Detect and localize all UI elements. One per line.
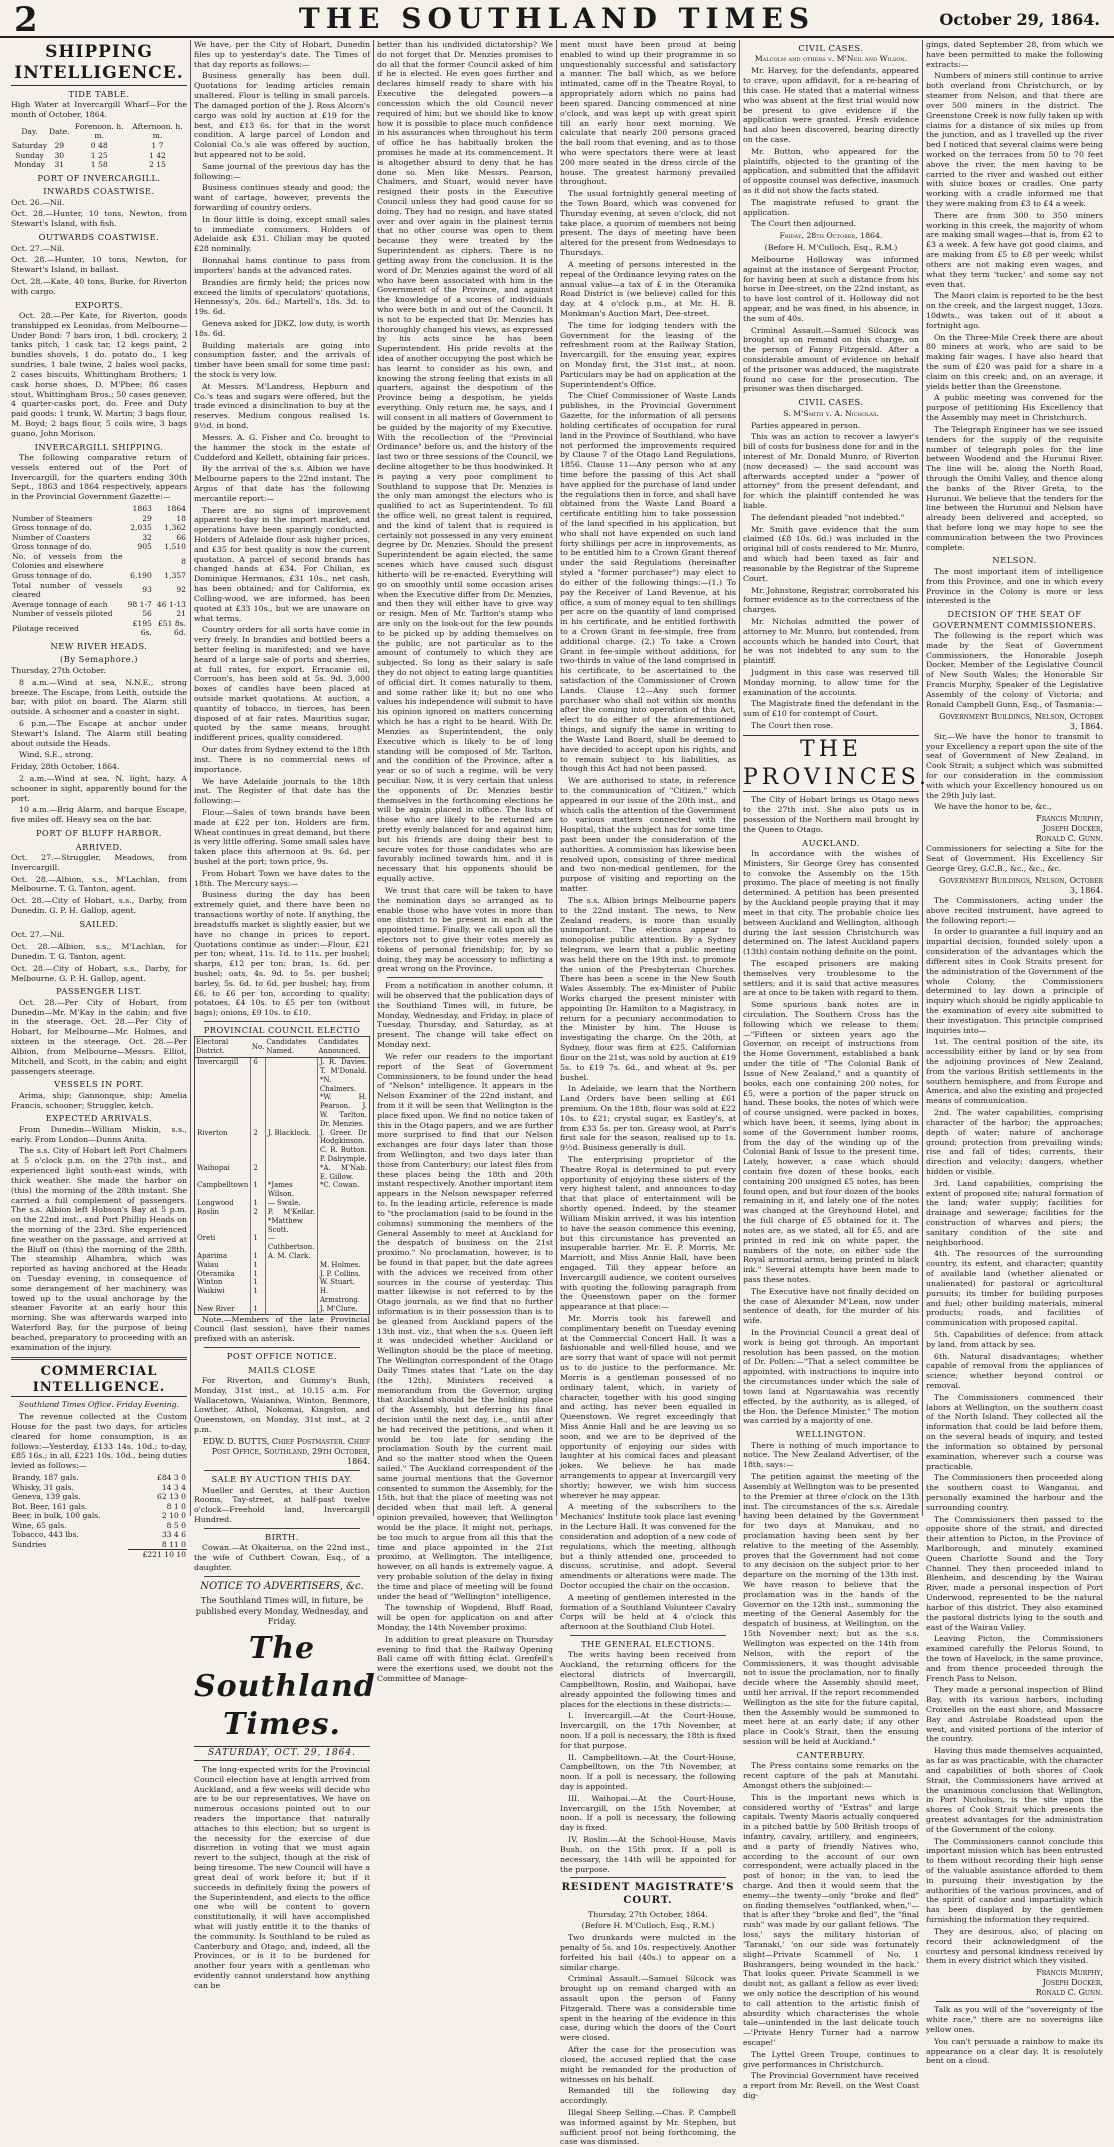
signature: Ronald C. Gunn. bbox=[1035, 1988, 1103, 1998]
notice-text: The Southland Times will, in future, be published every Monday, Wednesday, and Friday. bbox=[195, 1595, 369, 1626]
general-elections-heading: THE GENERAL ELECTIONS. bbox=[581, 1639, 715, 1649]
masthead-bar bbox=[0, 0, 1114, 38]
sailed-heading: SAILED. bbox=[79, 918, 119, 929]
list-item: Oct. 28.—Kate, 40 tons, Burke, for Riverton with cargo. bbox=[11, 276, 187, 296]
divider bbox=[204, 1528, 360, 1529]
table-row: Pilotage received £195 6s. £51 8s. 6d. bbox=[12, 618, 186, 638]
table-row: New River 1 J. M'Clure. bbox=[195, 1305, 370, 1314]
table-row: Average tonnage of each 98 1-7 46 1-13 bbox=[12, 599, 186, 609]
table-row: Beer, in bulk, 100 gals. 2 10 0 bbox=[12, 1511, 186, 1521]
issue-dateline: October 29, 1864. bbox=[939, 10, 1100, 29]
table-row: Saturday 29 0 48 1 7 bbox=[12, 141, 164, 151]
expected-arrivals-heading: EXPECTED ARRIVALS. bbox=[45, 1113, 153, 1124]
passenger-list: Oct. 28.—Per City of Hobart, from Dunedin—Mr. M'Kay in the cabin; and five in the steerage. Oct. 28.—Per City of Hobart, for Melbourne—Mr. Holmes, and sixteen in the steerage. Oct. 28.—Per Albion, from Melbourne—Messrs. Elliot, Mitchell, and Scott, in the cabin; and eight passengers steerage. bbox=[11, 997, 187, 1076]
newspaper-masthead: THE SOUTHLAND TIMES bbox=[298, 2, 816, 35]
canterbury-heading: CANTERBURY. bbox=[796, 1749, 866, 1760]
filler-quip: Talk as you will of the "sovereignty of the white race," there are no sovereigns like yellow ones. bbox=[926, 2005, 1103, 2035]
magistrates-court-heading: RESIDENT MAGISTRATE'S COURT. bbox=[561, 1882, 735, 1906]
table-row: Whisky, 31 gals. 14 3 4 bbox=[12, 1482, 186, 1492]
table-row: Number of Coasters 32 66 bbox=[12, 532, 186, 542]
column-5: CIVIL CASES. Malcolm and others v. M'Neil and Wilson. Mr. Harvey, for the defendants, appeared to crave, upon affidavit, for a re-hearing of this case. He stated that a material witness who was absent at the first trial would now be present to give evidence if the application were granted. Fresh evidence had also been discovered, bearing directly on the case. Mr. Button, who appeared for the plaintiffs, objected to the granting of the application, and submitted that the affidavit of opposite counsel was defective, inasmuch as it did not show the facts stated. The magistrate refused to grant the application. The Court then adjourned. Friday, 28th October, 1864. (Before H. M'Culloch, Esq., R.M.) Melbourne Holloway was informed against at the instance of Sergeant Proctor, for having been at such a distance from his horse in Dee-street, on the 22nd instant, as to have lost control of it. Holloway did not appear, and he was fined, in his absence, in the sum of 40s. Criminal Assault.—Samuel Silcock was brought up on remand on this charge, on the person of Fanny Fitzgerald. After a considerable amount of evidence on behalf of the prisoner was adduced, the magistrate found no case for the prosecution. The prisoner was then discharged. CIVIL CASES. S. M'Smith v. A. Nicholas. Parties appeared in person. This was an action to recover a lawyer's bill of costs for business done for and in the interest of Mr. Donald Munro, of Riverton (now deceased) — the said account was afterwards accepted under a "power of attorney" from the present defendant, and for which the plaintiff contended he was liable. The defendant pleaded "not indebted." Mr. Smith gave evidence that the sum claimed (£8 10s. 6d.) was included in the original bill of costs rendered to Mr. Munro, and which had been taxed as fair and reasonable by the Registrar of the Supreme Court. Mr. Johnstone, Registrar, corroborated his former evidence as to the correctness of the charges. Mr. Nicholas admitted the power of attorney to Mr. Munro, but contended, from accounts which he handed into Court, that he was not indebted to any sum to the plaintiff. Judgment in this case was reserved till Monday morning, to allow time for the examination of the accounts. The Magistrate fined the defendant in the sum of £10 for contempt of Court. The Court then rose. THE PROVINCES. The City of Hobart brings us Otago news to the 27th inst. She also puts us in possession of the Northern mail brought by the Queen to Otago. AUCKLAND. In accordance with the wishes of Ministers, Sir George Grey has consented to convoke the Assembly on the 15th proximo. The place of meeting is not finally determined. A petition has been presented by the Auckland people praying that it may meet in that city. The probable choice lies between Auckland and Wellington, although during the last session Christchurch was determined on. The latest Auckland papers (13th) contain nothing definite on the point. The escaped prisoners are making themselves very troublesome to the settlers; and it is said that active measures are at once to be taken with regard to them. Some spurious bank notes are in circulation. The Southern Cross has the following which we release to them:—"Fifteen or sixteen years ago the Governor, on receipt of instructions from the Home Government, established a bank under the title of "The Colonial Bank of Issue of New Zealand," and a quantity of books, each one containing 200 notes, for £5, were a portion of the paper struck on hand. These books, the notes of which were of course unsigned, were packed in boxes, which have been, it seems, lying about in some of the Government lumber rooms, from the day of the winding up of the Colonial Bank of Issue to the present time. Lately, however, a case which should contain five dozen of these books, each containing 200 unsigned £5 notes, has been found open, and but four dozen of the books remaining in it, and lately one of the notes was changed at the Greyhound Hotel, and the full charge of £5 obtained for it. The notes are, as we stated, all for £5, and are printed in red ink on white paper, the numbers of the note, on either side the Royal armorial arms, being printed in black ink." Several attempts have been made to pass these notes. The Executive have not finally decided on the case of Alexander M'Lean, now under sentence of death, for the murder of his wife. In the Provincial Council a great deal of work is being got through. An important resolution has been passed, on the motion of Dr. Pollen:—"That a select committee be appointed, with instructions to inquire into the circumstances under which the sale of town land at Ngaruawahia was recently effected, by the authority, as is alleged, of the Hon. the Defence Minister." The motion was carried by a majority of one. WELLINGTON. There is nothing of much importance to notice. The New Zealand Advertiser, of the 18th, says:— The petition against the meeting of the Assembly at Wellington was to be presented to the Premier at three o'clock on the 13th inst. The circumstances of the s.s. Airedale having been detained by the Government for two days at Manukau, and no proclamation having been sent by her relative to the meeting of the Assembly, proves that the Government had not come to any decision on the subject prior to her departure on the morning of the 13th inst. We have reason to believe that the proclamation was in the hands of the Governor on the 12th inst., summoning the meeting of the General Assembly for the despatch of business, at Wellington, on the 15th November next; but as the s.s. Wellington was expected on the 14th from Nelson, with the report of the Commissioners, it was thought advisable not to issue the proclamation, nor to finally decide where the Assembly should meet, until her arrival. If the report recommended Wellington as the site for the future capital, then the Assembly would be summoned to meet here at an early date; if any other place in Cook's Strait, then the ensuing session will be held at Auckland." CANTERBURY. The Press contains some remarks on the recent capture of the pah at Manutahi. Amongst others the subjoined:— This is the important news which is considered worthy of "Extras" and large capitals. Twenty Maoris actually conquered in a pitched battle by 500 British troops of infantry, cavalry, artillery, and engineers, and a party of friendly Natives who, according to the account of our own correspondent, were actually placed in the post of honor; in the van, to lead the charge. And then it would seem that the enemy—the twenty—only "broke and fled" on finding themselves "outflanked, when,"—that is after they "broke and fled", the "final rush" was made by our gallant fellows. 'The loss,' says the military historian of 'Taranaki,' 'on our side was fortunately slight—Private Scammell of No. 1 Bushrangers, being wounded in the back.' That looks queer. Private Scammell is we doubt not, as gallant a fellow as ever lived; we only notice the description of his wound to call attention to the artistic finish of absurdity which characterises the whole tale—unintended in the last delicate touch —'Private Henry Turner had a narrow escape!' The Lyttel Green Troupe, continues to give performances in Christchurch. The Provincial Government have received a report from Mr. Revell, on the West Coast dig- bbox=[740, 40, 923, 1516]
tide-table-heading: TIDE TABLE. bbox=[68, 88, 130, 99]
table-row: Sundries 8 11 0 bbox=[12, 1539, 186, 1550]
table-row: Waihopai 2 *A. M'Nab. E. Gillow. bbox=[195, 1164, 370, 1182]
table-row: Monday 31 1 58 2 15 bbox=[14, 160, 166, 170]
auction-heading: SALE BY AUCTION THIS DAY. bbox=[211, 1474, 353, 1485]
vessels-in-port-heading: VESSELS IN PORT. bbox=[54, 1079, 144, 1090]
notice-heading: NOTICE TO ADVERTISERS, &c. bbox=[200, 1580, 364, 1592]
shipping-stats-table: 1863 1864 Number of Steamers 29 18 Gross tonnage of do. 2,035 1,362 Number of Coasters 32 66 Gross tonnage of do. 905 1,510 No. of vessels from the Colonies and elsewhere 8 Gross tonnage of do. 6,190 1,357 Total number of vessels cleared 93 92 Average tonnage of each 98 1-7 46 1-13 Number of vessels piloted 56 21 Pilotage received £195 6s. £51 8s. 6d. bbox=[12, 504, 186, 638]
tide-table: Day. Date. Forenoon. h. m. Afternoon. h. m. Saturday 29 0 48 1 7 Sunday 30 1 25 1 42 Monday 31 1 58 2 15 bbox=[11, 122, 187, 170]
election-table: Electoral District. No. Candidates Named. Candidates Announced. Invercargill 6 J. R. Davies. T. M'Donald. *N. Chalmers. *W. H. Pearson. J. W. Tarlton. Dr. Menzies. Riverton 2 J. Blacklock. J. Greer. Dr Hodgkinson. C. R. Button. P. Dalrymple. Waihopai 2 *A. M'Nab. E. Gillow. Campbelltown 1 *James Wilson. *C. Cowan. Longwood 1 — Swale. Roslin 2 P. M'Kellar. *Matthew Scott. Oreti 1 — Cuthbertson. Aparima 1 A. M. Clark. Waiau 1 M. Holmes. Oteramika 1 J. P. Collins. Winton 1 W. Stuart. Waikiwi 1 H. Armstrong. New River 1 J. M'Clure. bbox=[194, 1036, 370, 1314]
table-row: Total number of vessels cleared 93 92 bbox=[12, 580, 186, 600]
outwards-heading: OUTWARDS COASTWISE. bbox=[38, 232, 160, 243]
list-item: Oct. 27.—Nil. bbox=[11, 243, 65, 253]
invercargill-shipping-text: The following comparative return of vessels entered out of the Port of Invercargill, for the quarters ending 30th Sept., 1863 and 1864 respectively, appears in the Provincial Government Gazette:— bbox=[11, 453, 187, 502]
exports-heading: EXPORTS. bbox=[74, 299, 123, 310]
table-row: Gross tonnage of do. 6,190 1,357 bbox=[12, 571, 186, 581]
table-row: Gross tonnage of do. 905 1,510 bbox=[12, 542, 186, 552]
election-note: Note.—Members of the late Provincial Council (last session), have their names prefixed with an asterisk. bbox=[194, 1314, 370, 1344]
table-row: Geneva, 139 gals. 62 13 0 bbox=[12, 1492, 186, 1502]
divider bbox=[204, 1470, 360, 1471]
table-row: Sunday 30 1 25 1 42 bbox=[15, 150, 166, 160]
signature: Ronald C. Gunn. bbox=[1035, 834, 1103, 844]
provinces-heading: THE PROVINCES. bbox=[743, 735, 919, 792]
table-row: Winton 1 W. Stuart. bbox=[195, 1278, 370, 1287]
shipping-news-body: The s.s. City of Hobart left Port Chalmers at 5 o'clock p.m. on the 27th inst., and experienced light south-east winds, with thick weather. She made the harbor on (this) the morning of the 28th instant. She carried a full complement of passengers. The s.s. Albion left Hobson's Bay at 5 p.m. on the 22nd inst., and Port Phillip Heads on the morning of the 23rd. She experienced fine weather on the passage, and arrived at the Bluff on (this) the morning of the 28th. The steamship Alhambra, which was reported as having anchored at the Heads on Tuesday evening, in consequence of some derangement of her machinery, was towed up to the usual anchorage by the steamer Favorite at an early hour this morning. She was afterwards warped into Waterford Bay, for the purpose of being beached, preparatory to proceeding with an examination of the injury. bbox=[11, 1146, 187, 1352]
wellington-heading: WELLINGTON. bbox=[796, 1429, 866, 1440]
page-columns bbox=[8, 40, 1106, 2147]
column-1: SHIPPING INTELLIGENCE. TIDE TABLE. High Water at Invercargill Wharf—For the month of October, 1864. Day. Date. Forenoon. h. m. Afternoon. h. m. Saturday 29 0 48 1 7 Sunday 30 1 25 1 42 Monday 31 1 58 2 15 PORT OF INVERCARGILL. INWARDS COASTWISE. Oct. 26.—Nil. Oct. 28.—Hunter, 10 tons, Newton, from Stewart's Island, with fish. OUTWARDS COASTWISE. Oct. 27.—Nil. Oct. 28.—Hunter, 10 tons, Newton, for Stewart's Island, in ballast. Oct. 28.—Kate, 40 tons, Burke, for Riverton with cargo. EXPORTS. Oct. 28.—Per Kate, for Riverton, goods transhipped ex Leonidas, from Melbourne—Under Bond: 7 bars iron, 1 bdl. crockery, 2 tanks pitch, 1 cask tar, 12 kegs paint, 2 bundles shovels, 1 do. potato do., 1 keg sundries, 1 bale twine, 2 bales wool packs, 2 cases biscuits, Whittingham Brothers; 1 cask horse shoes, D. M'Phee; 86 cases stout, Whittingham Bros.; 50 cases genever, 4 quarter-casks port, do. Free and Duty paid goods: 1 trunk, W. Martin; 3 bags flour, M. Boyd; 2 bags flour, 5 coils wire, 3 bags guano, John Morison. INVERCARGILL SHIPPING. The following comparative return of vessels entered out of the Port of Invercargill, for the quarters ending 30th Sept., 1863 and 1864 respectively, appears in the Provincial Government Gazette:— 1863 1864 Number of Steamers 29 18 Gross tonnage of do. 2,035 1,362 Number of Coasters 32 66 Gross tonnage of do. 905 1,510 No. of vessels from the Colonies and elsewhere 8 Gross tonnage of do. 6,190 1,357 Total number of vessels cleared 93 92 Average tonnage of each 98 1-7 46 1-13 Number of vessels piloted 56 21 Pilotage received £195 6s. £51 8s. 6d. NEW RIVER HEADS. (By Semaphore.) Thursday, 27th October. 8 a.m.—Wind at sea, N.N.E., strong breeze. The Escape, from Leith, outside the bar, with pilot on board. The Alarm still outside. A schooner and a coaster in sight. 6 p.m.—The Escape at anchor under Stewart's Island. The Alarm still beating about outside the Heads. Wind, S.E., strong. Friday, 28th October, 1864. 2 a.m.—Wind at sea, N. light, hazy. A schooner in sight, apparently bound for the port. 10 a.m.—Brig Alarm, and barque Escape, five miles off. Heavy sea on the bar. PORT OF BLUFF HARBOR. ARRIVED. Oct. 27.—Struggler, Meadows, from Invercargill. Oct. 28.—Albion, s.s., M'Lachlan, from Melbourne. T. G. Tanton, agent. Oct. 28.—City of Hobart, s.s., Darby, from Dunedin. G. P. H. Gallop, agent. SAILED. Oct. 27.—Nil. Oct. 28.—Albion, s.s., M'Lachlan, for Dunedin. T. G. Tanton, agent. Oct. 28.—City of Hobart, s.s., Darby, for Melbourne. G. P. H. Gallop, agent. PASSENGER LIST. Oct. 28.—Per City of Hobart, from Dunedin—Mr. M'Kay in the cabin; and five in the steerage. Oct. 28.—Per City of Hobart, for Melbourne—Mr. Holmes, and sixteen in the steerage. Oct. 28.—Per Albion, from Melbourne—Messrs. Elliot, Mitchell, and Scott, in the cabin; and eight passengers steerage. VESSELS IN PORT. Arima, ship; Gannonque, ship; Amelia Francis, schooner; Struggler, ketch. EXPECTED ARRIVALS. From Dunedin—William Miskin, s.s., early. From London—Dunns Anita. The s.s. City of Hobart left Port Chalmers at 5 o'clock p.m. on the 27th inst., and experienced light south-east winds, with thick weather. She made the harbor on (this) the morning of the 28th instant. She carried a full complement of passengers. The s.s. Albion left Hobson's Bay at 5 p.m. on the 22nd inst., and Port Phillip Heads on the morning of the 23rd. She experienced fine weather on the passage, and arrived at the Bluff on (this) the morning of the 28th. The steamship Alhambra, which was reported as having anchored at the Heads on Tuesday evening, in consequence of some derangement of her machinery, was towed up to the usual anchorage by the steamer Favorite at an early hour this morning. She was afterwards warped into Waterford Bay, for the purpose of being beached, preparatory to proceeding with an examination of the injury. COMMERCIAL INTELLIGENCE. Southland Times Office. Friday Evening. The revenue collected at the Custom House for the past two days, for articles cleared for home consumption, is as follows:—Yesterday, £133 14s. 10d.; to-day, £85 16s.; in all, £221 10s. 10d., being duties levied as follows:— Brandy, 187 gals. £84 3 0 Whisky, 31 gals. 14 3 4 Geneva, 139 gals. 62 13 0 Bot. Beer, 161 gals. 8 1 0 Beer, in bulk, 100 gals. 2 10 0 Wine, 65 gals. 8 5 0 Tobacco, 443 lbs. 33 4 6 Sundries 8 11 0 £221 10 10 bbox=[8, 40, 191, 1516]
arrived-heading: ARRIVED. bbox=[75, 841, 123, 852]
table-row: Roslin 2 P. M'Kellar. *Matthew Scott. bbox=[195, 1208, 370, 1234]
signature: Joseph Docker, bbox=[1042, 824, 1103, 834]
exports-text: Oct. 28.—Per Kate, for Riverton, goods transhipped ex Leonidas, from Melbourne—Under Bond: 7 bars iron, 1 bdl. crockery, 2 tanks pitch, 1 cask tar, 12 kegs paint, 2 bundles shovels, 1 do. potato do., 1 keg sundries, 1 bale twine, 2 bales wool packs, 2 cases biscuits, Whittingham Brothers; 1 cask horse shoes, D. M'Phee; 86 cases stout, Whittingham Bros.; 50 cases genever, 4 quarter-casks port, do. Free and Duty paid goods: 1 trunk, W. Martin; 3 bags flour, M. Boyd; 2 bags flour, 5 coils wire, 3 bags guano, John Morison. bbox=[11, 311, 187, 438]
page-number: 2 bbox=[14, 0, 38, 40]
divider bbox=[11, 1357, 187, 1360]
table-row: Oreti 1 — Cuthbertson. bbox=[195, 1234, 370, 1252]
table-row: Wine, 65 gals. 8 5 0 bbox=[12, 1520, 186, 1530]
tide-intro: High Water at Invercargill Wharf—For the month of October, 1864. bbox=[11, 100, 187, 120]
signature: Francis Murphy, bbox=[1036, 814, 1103, 824]
auckland-heading: AUCKLAND. bbox=[802, 837, 860, 848]
table-row: Number of vessels piloted 56 21 bbox=[12, 609, 186, 619]
column-6: gings, dated September 28, from which we have been permitted to make the following extracts:— Numbers of miners still continue to arrive both overland from Christchurch, or by steamer from Nelson, and that there are over 500 miners in the district. The Greenstone Creek is now fully taken up with claims for a distance of six miles up from the junction, and as I travelled up the river bed I noticed that several claims were being worked on the terraces from 50 to 70 feet above the river, the men having to be carried to the river and washed out either with sluice boxes or cradles. One party working with a cradle informed me that they were making from £3 to £4 a week. There are from 300 to 350 miners working in this creek, the majority of whom are making small wages—that is, from £2 to £3 a week. A few have got good claims, and are making from £5 to £8 per week; whilst others are not making even wages, and what they term 'tucker,' and some say not even that. The Maori claim is reported to be the best on the creek, and the largest nugget, 13ozs. 10dwts., was taken out of it about a fortnight ago. On the Three-Mile Creek there are about 80 miners at work, who are said to be making fair wages. I have also heard that the sum of £20 was paid for a share in a claim on this creek; and, on an average, it yields better than the Greenstone. A public meeting was convened for the purpose of petitioning His Excellency that the Assembly may meet in Christchurch. The Telegraph Engineer has we see issued tenders for the supply of the requisite number of telegraph poles for the line between Woodend and the Hurunui River. The line will be, along the North Road, through the Omihi Valley, and thence along the banks of the River Greta, to the Hurunui. We believe that the tenders for the line between the Hurunui and Nelson have already been delivered and accepted, so that before long we may hope to see the communication between the two Provinces complete. NELSON. The most important item of intelligence from this Province, and one in which every Province in the Colony is more or less interested is the DECISION OF THE SEAT OF GOVERNMENT COMMISSIONERS. The following is the report which was made by the Seat of Government Commissioners, the Honorable Joseph Docker, Member of the Legislative Council of New South Wales; the Honorable Sir Francis Murphy, Speaker of the Legislative Assembly of the colony of Victoria; and Ronald Campbell Gunn, Esq., of Tasmania:— Government Buildings, Nelson, October 3, 1864. Sir,—We have the honor to transmit to your Excellency a report upon the site of the seat of Government of New Zealand, in Cook Strait; a subject which was submitted for our consideration in the commission with which your Excellency honoured us on the 29th July last. We have the honor to be, &c., Francis Murphy, Joseph Docker, Ronald C. Gunn. Commissioners for selecting a Site for the Seat of Government. His Excellency Sir George Grey, G.C.B., &c., &c., &c. Government Buildings, Nelson, October 3, 1864. The Commissioners, acting under the above recited instrument, have agreed to the following report:— In order to guarantee a full inquiry and an impartial decision, founded solely upon a consideration of the advantages which the different sites in Cook Straits present for the administration of the Government of the whole Colony, the Commissioners determined to lay down a principle of inquiry which should be rigidly applicable to the examination of every site submitted to their investigation. This principle comprised inquiries into— 1st. The central position of the site, its accessibility either by land or by sea from the adjoining provinces of New Zealand, from the various British settlements in the southern hemisphere, and from Europe and America, and also the existing and projected means of communication. 2nd. The water capabilities, comprising character of the harbor; the approaches; depth of water; nature of anchorage ground; protection from prevailing winds; rise and fall of tides; currents, their direction and velocity; dangers, whether hidden or visible. 3rd. Land capabilities, comprising the extent of proposed site; natural formation of the land; water supply; facilities for drainage and sewerage; facilities for the construction of wharves and piers; the sanitary condition of the site and neighborhood. 4th. The resources of the surrounding country, its extent, and character; quantity of available land (whether alienated or unalienated) for pastoral or agricultural pursuits; its timber for building purposes and fuel; other building materials, mineral products; roads, and facilities of communication with proposed capital. 5th. Capabilities of defence: from attack by land, from attack by sea. 6th. Natural disadvantages; whether capable of removal from the appliances of science; whether beyond control or removal. The Commissioners commenced their labors at Wellington, on the southern coast of the North Island. They collected all the information that could be laid before them, on the several heads of inquiry, and tested the information so obtained by personal examination, wherever such a course was practicable. The Commissioners then proceeded along the southern coast to Wanganui, and personally examined the harbour and the surrounding country. The Commissioners then passed to the opposite shore of the strait, and directed their attention to Picton, in the Province of Marlborough, and minutely examined Queen Charlotte Sound and the Tory Channel. They then proceeded inland to Blenheim, and descending by the Wairau River, made a personal inspection of Port Underwood, represented to be the natural harbor of this district. They also examined the pastoral districts lying to the south and east of the Wairau Valley. Leaving Picton, the Commissioners examined carefully the Pelorus Sound, to the town of Havelock, in the same province, and from thence proceeded through the French Pass to Nelson. They made a personal inspection of Blind Bay, with its various harbors, including Croixelles on the east shore, and Massacre Bay and Astrolabe Roadstead upon the west, and visited portions of the interior of the country. Having thus made themselves acquainted, as far as was practicable, with the character and capabilities of both shores of Cook Strait, the Commissioners have arrived at the unanimous conclusion that Wellington, in Port Nicholson, is the site upon the shores of Cook Strait which presents the greatest advantages for the administration of the Government of the colony. The Commissioners cannot conclude this important mission which has been entrusted to them without recording their high sense of the valuable assistance afforded to them in pursuing their investigation by the authorities of the various provinces, and of the spirit of candor and impartiality which has been displayed by the gentlemen furnishing the information they required. They are desirous, also, of placing on record their acknowledgment of the courtesy and personal kindness received by them in every district which they visited. Francis Murphy, Joseph Docker, Ronald C. Gunn. Talk as you will of the "sovereignty of the white race," there are no sovereigns like yellow ones. You can't persuade a rainbow to make its appearance on a clear day. It is resolutely bent on a cloud. bbox=[926, 40, 1103, 2066]
table-row: Campbelltown 1 *James Wilson. *C. Cowan. bbox=[195, 1181, 370, 1199]
divider bbox=[570, 1877, 726, 1878]
table-row: Invercargill 6 J. R. Davies. T. M'Donald. *N. Chalmers. *W. H. Pearson. J. W. Tarlton. Dr. Menzies. bbox=[195, 1058, 370, 1129]
divider bbox=[204, 1347, 360, 1348]
list-item: Oct. 26.—Nil. bbox=[11, 197, 65, 207]
post-office-heading: POST OFFICE NOTICE. bbox=[226, 1351, 338, 1362]
divider bbox=[570, 1635, 726, 1636]
civil-cases-heading-2: CIVIL CASES. bbox=[798, 397, 864, 408]
table-row: Waiau 1 M. Holmes. bbox=[195, 1261, 370, 1270]
birth-heading: BIRTH. bbox=[265, 1531, 299, 1542]
table-row: Bot. Beer, 161 gals. 8 1 0 bbox=[12, 1501, 186, 1511]
paper-nameplate: The Southland Times. bbox=[194, 1631, 376, 1742]
list-item: Oct. 28.—Hunter, 10 tons, Newton, for Stewart's Island, in ballast. bbox=[11, 255, 187, 275]
table-row: Riverton 2 J. Blacklock. J. Greer. Dr Hodgkinson. C. R. Button. P. Dalrymple. bbox=[195, 1129, 370, 1164]
port-invercargill-heading: PORT OF INVERCARGILL. bbox=[37, 172, 161, 183]
filler-quip: You can't persuade a rainbow to make its appearance on a clear day. It is resolutely bent on a cloud. bbox=[926, 2036, 1103, 2066]
shipping-heading: SHIPPING INTELLIGENCE. bbox=[11, 42, 187, 86]
bluff-harbor-heading: PORT OF BLUFF HARBOR. bbox=[35, 828, 163, 839]
table-row: No. of vessels from the Colonies and elsewhere 8 bbox=[12, 551, 186, 571]
new-river-heading: NEW RIVER HEADS. bbox=[50, 640, 148, 651]
divider bbox=[204, 1576, 360, 1577]
editorial-text: The long-expected writs for the Provincial Council election have at length arrived from Auckland, and a few weeks will decide who are to be our representatives. We have on numerous occasions pointed out to our readers the importance that naturally attaches to this election; but so urgent is the necessity for the exercise of due discretion in voting that we must again revert to the subject, though at the risk of being tiresome. The new Council will have a great deal of work before it; but if it succeeds in definitely fixing the powers of the Superintendent, and elects to the office one who will be content to govern constitutionally, it will have accomplished what will justly entitle it to the thanks of the community. Is Southland to be ruled as Canterbury and Otago, and, indeed, all the Provinces, or is it to be burdened for another four years with a gentleman who evidently cannot understand how anything can be bbox=[194, 1764, 370, 1990]
divider bbox=[936, 2001, 1093, 2002]
table-row: Longwood 1 — Swale. bbox=[195, 1199, 370, 1208]
divider bbox=[204, 1021, 360, 1022]
new-river-subheading: (By Semaphore.) bbox=[60, 654, 138, 665]
nelson-heading: NELSON. bbox=[992, 555, 1037, 566]
commercial-heading: COMMERCIAL INTELLIGENCE. bbox=[11, 1364, 187, 1398]
provincial-election-heading: PROVINCIAL COUNCIL ELECTIO bbox=[203, 1025, 361, 1035]
divider bbox=[387, 977, 543, 978]
table-row: Number of Steamers 29 18 bbox=[12, 513, 186, 523]
table-row: Brandy, 187 gals. £84 3 0 bbox=[12, 1472, 186, 1482]
list-item: Oct. 28.—Hunter, 10 tons, Newton, from Stewart's Island, with fish. bbox=[11, 209, 187, 229]
table-row: Waikiwi 1 H. Armstrong. bbox=[195, 1287, 370, 1305]
column-2: We have, per the City of Hobart, Dunedin files up to yesterday's date. The Times of that day reports as follows:— Business generally has been dull. Quotations for leading articles remain unaltered. Flour is telling in small parcels. The damaged portion of the J. Ross Alcorn's cargo was sold by auction at £19 for the best, and £13 6s. for that in the worst condition. A large parcel of London and Colonial Co.'s ale was offered by auction, but appeared not to be sold. Same journal of the previous day has the following:— Business continues steady and good; the want of cartage, however, prevents the forwarding of country orders. In flour little is doing, except small sales to immediate consumers. Holders of Adelaide ask £31. Chilian may be quoted £28 nominally. Bonnahal hams continue to pass from importers' hands at the advanced rates. Brandies are firmly held; the prices now exceed the limits of speculators' quotations, Hennessy's, 20s. 6d.; Martell's, 18s. 3d. to 19s. 6d. Geneva asked for JDKZ, low duty, is worth 18s. 6d. Building materials are going into consumption faster, and the arrivals of timber have been small for some time past: the stock is very low. At Messrs. M'Landress, Hepburn and Co.'s teas and sugars were offered, but the trade evinced a disinclination to buy at the reserves. Medium congous realised 1s. 9½d. in bond. Messrs. A. G. Fisher and Co. brought to the hammer the stock in the estate of Cuddeford and Kellett, obtaining fair prices. By the arrival of the s.s. Albion we have Melbourne papers to the 22nd instant. The Argus of that date has the following mercantile report:— There are no signs of improvement apparent to-day in the import market, and operations have been sparingly conducted. Holders of Adelaide flour ask higher prices, and £35 for best quality is now the current quotation. A parcel of second brands has changed hands at £34. For Chilian, ex Dominique Hermanos, £31 10s., net cash, has been obtained; and for California, ex Colling-wood, we are informed, has been quoted at £33 10s., but we are unaware on what terms. Country orders for all sorts have come in very freely. In brandies and bottled beers a better feeling is manifested; and we have heard of a large sale of ports and sherries, at full rates, for export. Erracanie oil, Corroon's, has been sold at 5s. 9d. 3,000 boxes of candles have been placed at outside market quotations. At auction, a quantity of tobacco, in tierces, has been disposed of at fair rates. Mauritius sugar, quoted by the same means, brought indifferent prices, quality considered. Our dates from Sydney extend to the 18th inst. There is no commercial news of importance. We have Adelaide journals to the 18th inst. The Register of that date has the following:— Flour.—Sales of town brands have been made at £22 per ton. Holders are firm. Wheat continues in great demand, but there is very little offering. Some small sales have taken place this afternoon at 9s. 6d. per bushel at the port; town price, 9s. From Hobart Town we have dates to the 18th. The Mercury says:— Business during the day has been extremely quiet, and there have been no transactions worthy of note. If anything, the breadstuffs market is slightly easier, but we have no change in prices to report. Quotations continue as under:—Flour, £21 per ton; wheat, 11s. 1d. to 11s. per bushel; sharps, £12 per ton; bran, 1s. 6d. per bushel; oats, 4s. 9d. to 5s. per bushel; barley, 5s. 6d. to 6d. per bushel; hay, from £6, to £6 per ton, according to quality; potatoes, £4 10s. to £5 per ton (without bags); onions, £9 10s. to £10. PROVINCIAL COUNCIL ELECTIO Electoral District. No. Candidates Named. Candidates Announced. Invercargill 6 J. R. Davies. T. M'Donald. *N. Chalmers. *W. H. Pearson. J. W. Tarlton. Dr. Menzies. Riverton 2 J. Blacklock. J. Greer. Dr Hodgkinson. C. R. Button. P. Dalrymple. Waihopai 2 *A. M'Nab. E. Gillow. Campbelltown 1 *James Wilson. *C. Cowan. Longwood 1 — Swale. Roslin 2 P. M'Kellar. *Matthew Scott. Oreti 1 — Cuthbertson. Aparima 1 A. M. Clark. Waiau 1 M. Holmes. Oteramika 1 J. P. Collins. Winton 1 W. Stuart. Waikiwi 1 H. Armstrong. New River 1 J. M'Clure. Note.—Members of the late Provincial Council (last session), have their names prefixed with an asterisk. POST OFFICE NOTICE. MAILS CLOSE For Riverton, and Gummy's Bush, Monday, 31st inst., at 10.15 a.m. For Wallacetown, Waianiwa, Winton, Benmore, Lowther, Athol, Nokomai, Kingston, and Queenstown, on Monday, 31st inst., at 2 p.m. EDW. D. BUTTS, Chief Postmaster. Chief Post Office, Southland, 29th October, 1864. SALE BY AUCTION THIS DAY. Mueller and Gerstes, at their Auction Rooms, Tay-street, at half-past twelve o'clock—Freehold land, Invercargill Hundred. BIRTH. Cowan.—At Okaiterua, on the 22nd inst., the wife of Cuthbert Cowan, Esq., of a daughter. NOTICE TO ADVERTISERS, &c. The Southland Times will, in future, be published every Monday, Wednesday, and Friday. The Southland Times. SATURDAY, OCT. 29, 1864. The long-expected writs for the Provincial Council election have at length arrived from Auckland, and a few weeks will decide who are to be our representatives. We have on numerous occasions pointed out to our readers the importance that naturally attaches to this election; but so urgent is the necessity for the exercise of due discretion in voting that we must again revert to the subject, though at the risk of being tiresome. The new Council will have a great deal of work before it; but if it succeeds in definitely fixing the powers of the Superintendent, and elects to the office one who will be content to govern constitutionally, it will have accomplished what will justly entitle it to the thanks of the community. Is Southland to be ruled as Canterbury and Otago, and, indeed, all the Provinces, or is it to be burdened for another four years with a gentleman who evidently cannot understand how anything can be bbox=[191, 40, 374, 1516]
editorial-date: SATURDAY, OCT. 29, 1864. bbox=[194, 1746, 370, 1761]
table-row: Tobacco, 443 lbs. 33 4 6 bbox=[12, 1530, 186, 1540]
duties-table bbox=[11, 1473, 187, 1560]
passenger-list-heading: PASSENGER LIST. bbox=[56, 986, 142, 997]
signature: Francis Murphy, bbox=[1036, 1968, 1103, 1978]
inwards-heading: INWARDS COASTWISE. bbox=[43, 186, 155, 197]
table-row: Gross tonnage of do. 2,035 1,362 bbox=[12, 523, 186, 533]
seat-of-government-heading: DECISION OF THE SEAT OF GOVERNMENT COMMISSIONERS. bbox=[932, 609, 1097, 630]
signature: Joseph Docker, bbox=[1042, 1978, 1103, 1988]
civil-cases-heading: CIVIL CASES. bbox=[798, 43, 864, 53]
invercargill-shipping-heading: INVERCARGILL SHIPPING. bbox=[34, 441, 164, 452]
column-3: better than his undivided dictatorship? We do not forget that Dr. Menzies promises to do all that the former Council asked of him if he is elected. He even goes further and declares himself ready to share with his Executive the delegated powers—a concession which the old Council never required of him; but we should like to know how it is possible to place much confidence in his assurances when throughout his term of office he has habitually broken the promises he made at its commencement. It is altogether absurd to deny that he has done so. Men like Messrs. Pearson, Chalmers, and Stuart, would never have resigned their posts in the Executive Council unless they had good cause for so doing. They had no resign, and have stated over and over again in the plainest terms that no other course was open to them because they were treated by the Superintendent as ciphers. There is no getting away from the conclusion. It is the word of Dr. Menzies against the word of all who have been associated with him in the Government of the Province, and against the knowledge of a scores of individuals who were both in and out of the Council. It is not to be expected that Dr. Menzies has thoroughly changed his views, as expressed by his acts since he has been Superintendent. His pride revolts at the idea of another occupying the post which he has learnt to consider as his own, and knowing the strong feeling that exists in all quarters, against the despotism of the Province being a despotism, he yields everything. Only return me, he says, and I will consent in all matters of Government to be guided by the majority of my Executive. With the recollection of the "Provincial Ordinance" before us, and the history of the last two or three sessions of the Council, we decline altogether to be thus hoodwinked. It is paying a very poor compliment to Southland to suppose that Dr. Menzies is the only man amongst the electors who is qualified to act as Superintendent. To fill the office well, no great talent is required, and the kind of talent that is required is certainly not possessed in any very eminent degree by Dr. Menzies. Should the present Superintendent be again elected, the same scenes which have caused such disgust hitherto will be re-enacted. Everything will go on smoothly until some occasion arises when the Executive differ from Dr. Menzies, and then they will either have to give way or resign. Men of Mr. Tarlton's stamp who are only on the look-out for the few pounds to be picked up by adding themselves on the public, are not particular as to the amount of contumely to which they are subjected. So long as their salary is safe they do not object to eating large quantities of official dirt. It comes naturally to them, and some rather like it; but no one who values his independence will submit to have his opinion ignored on matters concerning which he has a right to be heard. With Dr. Menzies as Superintendent, the only Executive which is likely to be of long standing will be composed of Mr. Tarlton, and the condition of the Province, after a year or so of such a regime, will be very peculiar. Now, it is very certain that unless the opponents of Dr. Menzies bestir themselves in the forthcoming elections he will be again placed in office. The lists of those who are likely to be returned are pretty evenly balanced for and against him; but his friends are doing their best to secure votes for those candidates who are favorably inclined towards him, and it is necessary that his opponents should be equally active. We trust that care will be taken to have the nomination days so arranged as to enable those who have votes in more than one district to be present in each at the appointed time. Finally, we call upon all the electors not to give their votes merely as tokens of personal friendship; for, by so doing, they may be accessory to inflicting a great wrong on the Province. From a notification in another column, it will be observed that the publication days of the Southland Times will, in future, be Monday, Wednesday, and Friday, in place of Tuesday, Thursday, and Saturday, as at present. The change will take effect on Monday next. We refer our readers to the important report of the Seat of Government Commissioners, to be found under the head of "Nelson" intelligence. It appears in the Nelson Examiner of the 22nd instant, and from it it will be seen that Wellington is the place fixed upon. We find no notice taken of this in the Otago papers, and we are further more surprised to find that our Nelson exchanges are four days later than those from Wellington, and two days later than those from Canterbury; our latest files from these places being the 18th and 20th instant respectively. Another important item appears in the Nelson newspaper referred to. In the leading article, reference is made to "the proclamation (said to be found in the columns) summoning the members of the General Assembly to meet at Auckland for the despatch of business on the 21st proximo." No proclamation, however, is to be found in that paper, but the date agrees with the advices we received from other sources in the course of yesterday. This matter likewise is not referred to by the Otago journals, as we find that no further information is in their possession than is to be gleaned from Auckland papers of the 13th inst. viz., that when the s.s. Queen left it was undecided whether Auckland or Wellington should be the place of meeting. The Wellington correspondent of the Otago Daily Times states that "Late on the day (the 12th), Ministers received a memorandum from the Governor, urging that Auckland should be the holding place of the Assembly, but deferring his final decision until the next day, i.e., until after he had received the petitions, and when it would be too late for sending the proclamation South by the current mail. And so the matter stood when the Queen sailed." The Auckland correspondent of the same journal mentions that the Governor consented to summon the Assembly, for the 15th, but that the place of meeting was not decided when that mail left. A general opinion prevailed, however, that Wellington would be the place. It might not, perhaps, be too much to argue from all this that the time and place appointed in the 21st proximo, at Wellington. The intelligence, however, on all hands is extremely vague. A very probable solution of the delay in fixing the time and place of meeting will be found under the head of "Wellington" intelligence. The township of Wopdend, Bluff Road, will be open for application on and after Monday, the 14th November proximo. In addition to great pleasure on Thursday evening to find that the Railway Opening Ball came off with fitting éclat. Grenfell's were the exertions used, we doubt not the Committee of Manage- bbox=[374, 40, 557, 1516]
table-row: Oteramika 1 J. P. Collins. bbox=[195, 1270, 370, 1279]
table-row: Aparima 1 A. M. Clark. bbox=[195, 1252, 370, 1261]
table-row: £221 10 10 bbox=[11, 1550, 187, 1560]
column-4: ment must have been proud at being enabled to wind up their programme in so unquestionably successful and satisfactory a manner. The ball which, as we before intimated, came off in the Theatre Royal, to appropriately adorn which no pains had been spared. Dancing commenced at nine o'clock, and was kept up with great spirit till an early hour next morning. We calculate that nearly 200 persons graced the ball room that evening, and as to those who were spectators there were at least 200 more seated in the dress circle of the house. The greatest harmony prevailed throughout. The usual fortnightly general meeting of the Town Board, which was convened for Thursday evening, at seven o'clock, did not take place, a quorum of members not being present. The days of meeting have been altered for the present from Wednesdays to Thursdays. A meeting of persons interested in the repeal of the Ordinance levying rates on the annual value—a tax of £ in the Oteramika Road District is (we believe) called for this day, at 4 o'clock p.m., at Mr. H. B. Monkman's Auction Mart, Dee-street. The time for lodging tenders with the Government for the leasing of the refreshment room at the Railway Station, Invercargill, for the ensuing year, expires on Monday first, the 31st inst., at noon. Particulars may be had on application at the Superintendent's Office. The Chief Commissioner of Waste Lands publishes, in the Provincial Government Gazette, for the information of all persons holding certificates of occupation for rural land in the Province of Southland, who have not performed the improvements required by Clause 7 of the Otago Land Regulations, 1856. Clause 11—Any person who at any time before the passing of this Act shall have applied for the purchase of land under the regulations then in force, and shall have obtained from the Waste Land Board a certificate entitling him to take possession of the land specified in his application, but who shall not have expended on such land forty shillings per acre in improvements, as to be entitled him to a Crown Grant thereof under the said Regulations (hereinafter styled a "former purchaser") may elect to do either of the following things:—(1.) To pay the Receiver of Land Revenue, at his office, a sum of money equal to ten shillings per acre on the quantity of land comprised in his certificate, and be entitled forthwith to a Crown Grant in fee-simple, free from additional charge. (2.) To take a Crown Grant in fee-simple without additions, for two-thirds in value of the land comprised in his certificate, to be ascertained to the satisfaction of the Commissioner of Crown Lands. Clause 12—Any such former purchaser who shall not within six months after the coming into operation of this Act, elect to do either of the aforementioned things, and signify the same in writing to the Waste Land Board, shall be deemed to have decided to accept upon his rights, and to remain subject to his liabilities, as though this Act had not been passed. We are authorised to state, in reference to the communication of "Citizen," which appeared in our issue of the 20th inst., and which calls the attention of the Government to various matters connected with the Hospital, that the subject has for some time past been under the consideration of the authorities. A commission has likewise been resolved upon, consisting of three medical and two non-medical gentlemen, for the purpose of visiting and reporting on the matter. The s.s. Albion brings Melbourne papers to the 22nd instant. The news, to New Zealand readers, is more than usually unimportant. The elections appear to monopolise public attention. By a Sydney telegram, we learn that a public meeting was held there on the 19th inst. to promote the union of the Presbyterian Churches. There has been a scene in the New South Wales Assembly. The ex-Minister of Public Works charged the present minister with appointing Dr. Hamilton to a Magistracy, in return for a pecuniary accommodation to the Minister by him. The House is investigating the charge. On the 20th, at Sydney, flour was firm at £25. Californian flour on the 21st, was sold by auction at £19 5s. to £19 7s. 6d., and wheat at 9s. per bushel. In Adelaide, we learn that the Northern Land Orders have been selling at £61 premium. On the 18th, flour was sold at £22 10s. to £21; crystal sugar, ex Eastley's, at from £33 5s. per ton. Greasy wool, at Parr's first sale for the season, realised up to 1s. 9½d. Business generally is dull. The enterprising proprietor of the Theatre Royal is determined to put every opportunity of enjoying these sisters of the very highest talent, and announces to-day that that place of entertainment will be shortly opened. Indeed, by the steamer William Miskin arrived, it was his intention to have the season commence this evening, but this circumstance has prevented an insuperable barrier. Mr. E. P. Morris, Mr. Marriott, and Miss Annie Hall, have been engaged. Till they appear before an Invercargill audience, we content ourselves with quoting the following paragraph from the Queenstown paper on the former appearance at that place:— Mr. Morris took his farewell and complimentary benefit on Tuesday evening at the Commercial Concert Hall. It was a fashionable and well-filled house, and we are sorry that want of space will not permit us to do justice to the performance. Mr. Morris is a gentleman possessed of no ordinary talent, which, in variety of character, together with his good singing and acting, has never been equalled in Queenstown. We regret exceedingly that Miss Annie Hall and he are leaving us so soon, and we are to be deprived of the opportunity of enjoying our sides with laughter at his comical faces and pleasant jokes. We believe he has made arrangements to appear at Invercargill very shortly; however, we wish him success wherever he may appear. A meeting of the subscribers to the Mechanics' Institute took place last evening in the Lecture Hall. It was convened for the consideration and adoption of a new code of regulations, which the meeting, although but a thinly attended one, proceeded to discuss, scrutinise, and adopt. Several amendments or alterations were made. The Doctor occupied the chair on the occasion. A meeting of gentlemen interested in the formation of a Southland Volunteer Cavalry Corps will be held at 4 o'clock this afternoon at the Southland Club Hotel. THE GENERAL ELECTIONS. The writs having been received from Auckland, the returning officers for the electoral districts of Invercargill, Campbelltown, Roslin, and Waihopai, have already appointed the following times and places for the elections in these districts:— I. Invercargill.—At the Court-House, Invercargill, on the 17th November, at noon. If a poll is necessary, the 18th is fixed for that purpose. II. Campbelltown.—At the Court-House, Campbelltown, on the 7th November, at noon. If a poll is necessary, the following day is appointed. III. Waihopai.—At the Court-House, Invercargill, on the 15th November, at noon. If a poll is necessary, the following day is fixed. IV. Roslin.—At the School-House, Mavis Bush, on the 15th prox. If a poll is necessary, the 14th will be appointed for the purpose. RESIDENT MAGISTRATE'S COURT. Thursday, 27th October, 1864. (Before H. M'Culloch, Esq., R.M.) Two drunkards were mulcted in the penalty of 5s. and 10s. respectively. Another forfeited his bail (40s.) to appear on a similar charge. Criminal Assault.—Samuel Silcock was brought up on remand charged with an assault upon the person of Fanny Fitzgerald. There was a considerable time spent in the hearing of the evidence in this case, during which the doors of the Court were closed. After the case for the prosecution was closed, the accused replied that the case might be remanded for the production of witnesses on his behalf. Remanded till the following day accordingly. Illegal Sheep Selling.—Chas. P. Campbell was informed against by Mr. Stephen, but sufficient proof not being forthcoming, the case was dismissed. bbox=[557, 40, 740, 1516]
